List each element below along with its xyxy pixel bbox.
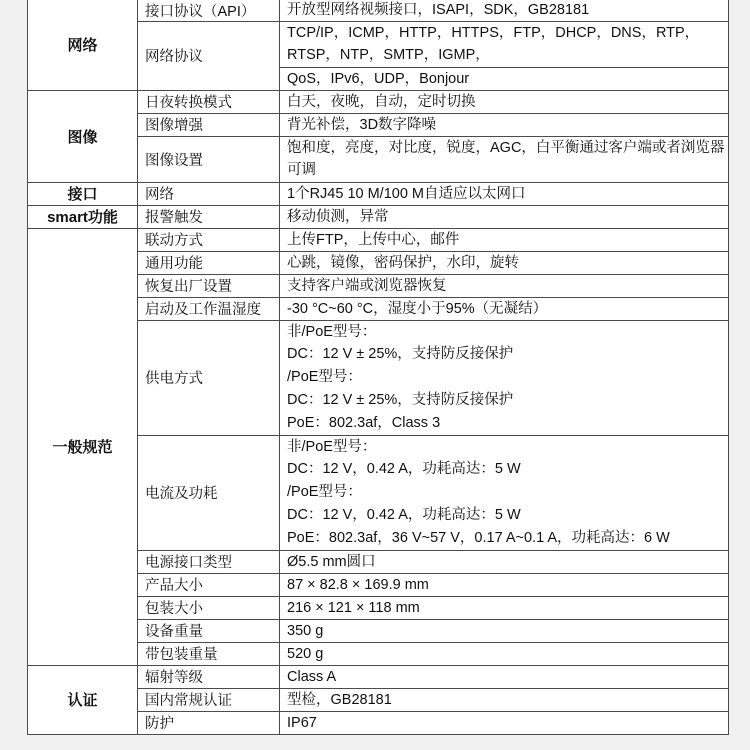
spec-value-line: PoE：802.3af，Class 3 (287, 414, 441, 431)
spec-value-line: 支持客户端或浏览器恢复 (287, 277, 447, 294)
spec-value-cell (280, 435, 729, 550)
category-cell-interface: 接口 (28, 182, 138, 205)
table-row (28, 90, 729, 113)
spec-value-cell (280, 67, 729, 90)
spec-label-cell: 国内常规认证 (138, 688, 280, 711)
spec-label-cell: 接口协议（API） (138, 0, 280, 22)
spec-value-line: IP67 (287, 714, 317, 731)
spec-label-cell: 设备重量 (138, 619, 280, 642)
spec-value-cell (280, 182, 729, 205)
spec-label-cell: 网络 (138, 182, 280, 205)
spec-label-cell: 图像增强 (138, 113, 280, 136)
spec-value-line: -30 °C~60 °C，湿度小于95%（无凝结） (287, 300, 548, 317)
spec-value-line: DC：12 V ± 25%，支持防反接保护 (287, 391, 514, 408)
spec-value-line: /PoE型号： (287, 369, 362, 386)
spec-table (27, 0, 729, 735)
spec-value-line: DC：12 V ± 25%，支持防反接保护 (287, 346, 514, 363)
spec-label-cell: 图像设置 (138, 136, 280, 182)
spec-value-cell (280, 573, 729, 596)
spec-value-line: Class A (287, 668, 337, 685)
spec-label-cell: 启动及工作温湿度 (138, 297, 280, 320)
spec-value-line: 350 g (287, 622, 324, 639)
table-row (28, 665, 729, 688)
spec-value-line: 饱和度，亮度，对比度，锐度，AGC，白平衡通过客户端或者浏览器 (287, 139, 725, 156)
spec-label-cell: 产品大小 (138, 573, 280, 596)
spec-value-cell (280, 596, 729, 619)
spec-value-cell (280, 297, 729, 320)
spec-value-line: 白天，夜晚，自动，定时切换 (287, 93, 476, 110)
spec-value-line: 心跳，镜像，密码保护，水印，旋转 (287, 254, 519, 271)
spec-label-cell: 通用功能 (138, 251, 280, 274)
category-cell-general: 一般规范 (28, 228, 138, 665)
spec-label-cell: 联动方式 (138, 228, 280, 251)
spec-value-cell (280, 665, 729, 688)
spec-value-cell (280, 274, 729, 297)
spec-value-line: PoE：802.3af，36 V~57 V，0.17 A~0.1 A，功耗高达：6 W (287, 529, 670, 546)
table-row (28, 205, 729, 228)
spec-value-cell (280, 90, 729, 113)
spec-label-cell: 辐射等级 (138, 665, 280, 688)
spec-value-line: Ø5.5 mm圆口 (287, 553, 376, 570)
spec-value-line: 520 g (287, 645, 324, 662)
spec-value-line: 216 × 121 × 118 mm (287, 599, 420, 616)
spec-label-cell: 供电方式 (138, 320, 280, 435)
spec-label-cell: 网络协议 (138, 22, 280, 91)
spec-value-cell (280, 711, 729, 734)
spec-value-line: RTSP，NTP，SMTP，IGMP， (287, 47, 490, 64)
spec-label-cell: 电流及功耗 (138, 435, 280, 550)
spec-value-cell (280, 550, 729, 573)
spec-value-cell (280, 228, 729, 251)
spec-value-line: DC：12 V，0.42 A，功耗高达：5 W (287, 461, 521, 478)
spec-value-cell (280, 320, 729, 435)
spec-label-cell: 防护 (138, 711, 280, 734)
spec-label-cell: 日夜转换模式 (138, 90, 280, 113)
spec-value-line: 移动侦测，异常 (287, 208, 389, 225)
spec-label-cell: 报警触发 (138, 205, 280, 228)
category-cell-smart: smart功能 (28, 205, 138, 228)
spec-value-cell (280, 619, 729, 642)
category-cell-network: 网络 (28, 0, 138, 90)
spec-value-cell (280, 22, 729, 68)
category-cell-certification: 认证 (28, 665, 138, 734)
spec-value-cell (280, 688, 729, 711)
spec-value-line: 87 × 82.8 × 169.9 mm (287, 576, 429, 593)
spec-label-cell: 包装大小 (138, 596, 280, 619)
spec-value-line: 非/PoE型号： (287, 438, 377, 455)
spec-value-cell (280, 205, 729, 228)
spec-value-line: TCP/IP，ICMP，HTTP，HTTPS，FTP，DHCP，DNS，RTP， (287, 25, 700, 41)
spec-value-line: QoS，IPv6，UDP，Bonjour (287, 70, 470, 87)
spec-value-line: 1个RJ45 10 M/100 M自适应以太网口 (287, 185, 526, 202)
table-row (28, 0, 729, 22)
spec-value-cell (280, 113, 729, 136)
spec-value-line: 背光补偿，3D数字降噪 (287, 116, 437, 133)
spec-value-line: 型检，GB28181 (287, 691, 392, 708)
spec-value-cell (280, 251, 729, 274)
spec-value-line: 非/PoE型号： (287, 323, 377, 340)
spec-label-cell: 恢复出厂设置 (138, 274, 280, 297)
spec-value-line: 可调 (287, 162, 316, 179)
spec-value-cell (280, 0, 729, 22)
spec-value-line: DC：12 V，0.42 A，功耗高达：5 W (287, 506, 521, 523)
category-cell-image: 图像 (28, 90, 138, 182)
spec-value-line: 开放型网络视频接口，ISAPI，SDK，GB28181 (287, 2, 590, 18)
spec-value-line: /PoE型号： (287, 484, 362, 501)
spec-value-line: 上传FTP，上传中心，邮件 (287, 231, 460, 248)
spec-label-cell: 电源接口类型 (138, 550, 280, 573)
table-row (28, 228, 729, 251)
spec-value-cell (280, 642, 729, 665)
spec-label-cell: 带包装重量 (138, 642, 280, 665)
spec-value-cell (280, 136, 729, 182)
table-row (28, 182, 729, 205)
